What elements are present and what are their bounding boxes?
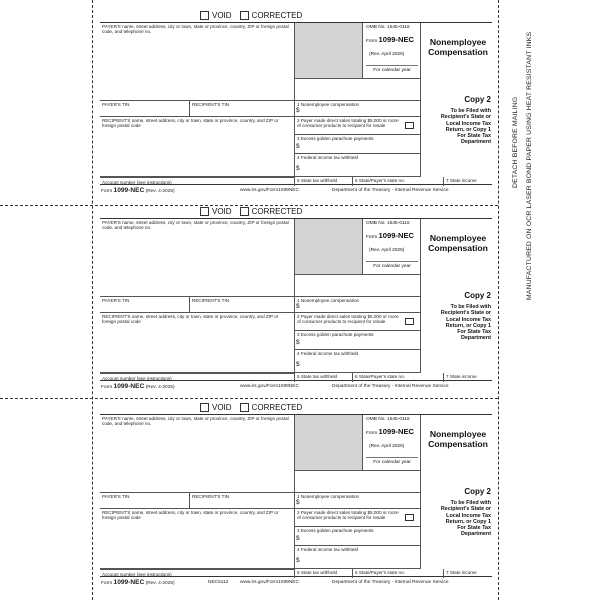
footer-url: www.irs.gov/Form1099NEC — [240, 384, 299, 389]
box7-field[interactable]: 7 State income — [446, 570, 477, 575]
payer-name-field[interactable]: PAYER'S name, street address, city or town, state or province, country, ZIP or foreign postal code, and telephone no. — [100, 415, 295, 493]
box3-field[interactable]: 3 Excess golden parachute payments $ — [295, 135, 421, 154]
payer-tin-field[interactable]: PAYER'S TIN — [100, 297, 190, 313]
box2-checkbox[interactable] — [405, 318, 414, 325]
box2-field[interactable]: 2 Payer made direct sales totaling $5,000 or more of consumer products to recipient for resale — [295, 509, 421, 527]
box2-field[interactable]: 2 Payer made direct sales totaling $5,000 or more of consumer products to recipient for resale — [295, 117, 421, 135]
box4-field[interactable]: 4 Federal income tax withheld $ — [295, 350, 421, 373]
footer-dept: Department of the Treasury - Internal Revenue Service — [332, 188, 449, 193]
void-label: VOID — [212, 11, 232, 20]
margin-text — [498, 31, 558, 340]
copy-2-notice: Copy 2 To be Filed with Recipient's State or Local Income Tax Return, or Copy 1 For State Tax Department — [440, 291, 491, 342]
payer-name-field[interactable]: PAYER'S name, street address, city or town, state or province, country, ZIP or foreign postal code, and telephone no. — [100, 219, 295, 297]
shaded-area — [295, 219, 363, 275]
box5-field[interactable]: 5 State tax withheld — [295, 177, 353, 186]
box1-field[interactable]: 1 Nonemployee compensation $ — [295, 493, 421, 509]
footer-dept: Department of the Treasury - Internal Revenue Service — [332, 384, 449, 389]
manufacture-notice: MANUFACTURED ON OCR LASER BOND PAPER USING HEAT RESISTANT INKS — [526, 31, 533, 300]
box7-field[interactable]: 7 State income — [446, 178, 477, 183]
box1-field[interactable]: 1 Nonemployee compensation $ — [295, 297, 421, 313]
corrected-label: CORRECTED — [251, 207, 303, 216]
omb-box — [363, 23, 421, 79]
form-title: Nonemployee Compensation — [428, 37, 488, 57]
void-checkbox[interactable] — [200, 403, 209, 412]
footer-form-id: Form 1099-NEC (Rev. 4-2025) — [101, 579, 175, 586]
recipient-tin-field[interactable]: RECIPIENT'S TIN — [190, 493, 295, 509]
payer-tin-field[interactable]: PAYER'S TIN — [100, 101, 190, 117]
footer-dept: Department of the Treasury - Internal Revenue Service — [332, 580, 449, 585]
form-1099-nec-copy-2 — [100, 206, 492, 398]
box5-field[interactable]: 5 State tax withheld — [295, 569, 353, 578]
corrected-checkbox[interactable] — [240, 207, 249, 216]
rev-date: (Rev. April 2025) — [369, 52, 405, 57]
form-id: Form 1099-NEC — [366, 35, 415, 44]
box1-field[interactable]: 1 Nonemployee compensation $ — [295, 101, 421, 117]
box5-field[interactable]: 5 State tax withheld — [295, 373, 353, 382]
recipient-tin-field[interactable]: RECIPIENT'S TIN — [190, 297, 295, 313]
shaded-area — [295, 23, 363, 79]
form-grid — [100, 22, 492, 185]
recipient-tin-field[interactable]: RECIPIENT'S TIN — [190, 101, 295, 117]
box3-field[interactable]: 3 Excess golden parachute payments $ — [295, 527, 421, 546]
rev-date: (Rev. April 2025) — [369, 248, 405, 253]
omb-box — [363, 415, 421, 471]
footer-product-code: NEC5112 — [208, 580, 229, 585]
account-number-field[interactable]: Account number (see instructions) — [100, 177, 295, 186]
calendar-year-field[interactable]: For calendar year — [366, 457, 418, 465]
box6-field[interactable]: 6 State/Payer's state no. — [353, 177, 444, 186]
form-id: Form 1099-NEC — [366, 427, 415, 436]
omb-number: OMB No. 1545-0116 — [366, 25, 410, 30]
footer-form-id: Form 1099-NEC (Rev. 4-2025) — [101, 187, 175, 194]
void-label: VOID — [212, 403, 232, 412]
box3-field[interactable]: 3 Excess golden parachute payments $ — [295, 331, 421, 350]
footer-form-id: Form 1099-NEC (Rev. 4-2025) — [101, 383, 175, 390]
rev-date: (Rev. April 2025) — [369, 444, 405, 449]
payer-name-field[interactable]: PAYER'S name, street address, city or town, state or province, country, ZIP or foreign postal code, and telephone no. — [100, 23, 295, 101]
void-corrected-row — [200, 11, 302, 20]
box7-field[interactable]: 7 State income — [446, 374, 477, 379]
form-grid — [100, 218, 492, 381]
account-number-field[interactable]: Account number (see instructions) — [100, 569, 295, 578]
corrected-checkbox[interactable] — [240, 11, 249, 20]
box2-checkbox[interactable] — [405, 122, 414, 129]
omb-spacer — [295, 79, 421, 101]
footer-url: www.irs.gov/Form1099NEC — [240, 580, 299, 585]
payer-tin-field[interactable]: PAYER'S TIN — [100, 493, 190, 509]
shaded-area — [295, 415, 363, 471]
calendar-year-field[interactable]: For calendar year — [366, 65, 418, 73]
recipient-address-field[interactable]: RECIPIENT'S name, street address, city or town, state or province, country, and ZIP or foreign postal code — [100, 117, 295, 177]
account-number-field[interactable]: Account number (see instructions) — [100, 373, 295, 382]
form-title: Nonemployee Compensation — [428, 233, 488, 253]
omb-spacer — [295, 471, 421, 493]
void-corrected-row — [200, 207, 302, 216]
void-corrected-row — [200, 403, 302, 412]
omb-spacer — [295, 275, 421, 297]
void-checkbox[interactable] — [200, 11, 209, 20]
void-checkbox[interactable] — [200, 207, 209, 216]
detach-notice: DETACH BEFORE MAILING — [512, 96, 519, 188]
box6-field[interactable]: 6 State/Payer's state no. — [353, 569, 444, 578]
recipient-address-field[interactable]: RECIPIENT'S name, street address, city or town, state or province, country, and ZIP or foreign postal code — [100, 313, 295, 373]
omb-number: OMB No. 1545-0116 — [366, 417, 410, 422]
box2-checkbox[interactable] — [405, 514, 414, 521]
form-1099-nec-copy-1 — [100, 10, 492, 202]
copy-2-notice: Copy 2 To be Filed with Recipient's State or Local Income Tax Return, or Copy 1 For State Tax Department — [440, 487, 491, 538]
corrected-checkbox[interactable] — [240, 403, 249, 412]
box2-field[interactable]: 2 Payer made direct sales totaling $5,000 or more of consumer products to recipient for resale — [295, 313, 421, 331]
omb-box — [363, 219, 421, 275]
recipient-address-field[interactable]: RECIPIENT'S name, street address, city or town, state or province, country, and ZIP or foreign postal code — [100, 509, 295, 569]
detach-line-2 — [0, 398, 498, 399]
calendar-year-field[interactable]: For calendar year — [366, 261, 418, 269]
form-grid — [100, 414, 492, 577]
footer-url: www.irs.gov/Form1099NEC — [240, 188, 299, 193]
form-id: Form 1099-NEC — [366, 231, 415, 240]
omb-number: OMB No. 1545-0116 — [366, 221, 410, 226]
box4-field[interactable]: 4 Federal income tax withheld $ — [295, 154, 421, 177]
copy-2-notice: Copy 2 To be Filed with Recipient's State or Local Income Tax Return, or Copy 1 For State Tax Department — [440, 95, 491, 146]
corrected-label: CORRECTED — [251, 403, 303, 412]
box6-field[interactable]: 6 State/Payer's state no. — [353, 373, 444, 382]
form-1099-nec-copy-3 — [100, 402, 492, 594]
box4-field[interactable]: 4 Federal income tax withheld $ — [295, 546, 421, 569]
void-label: VOID — [212, 207, 232, 216]
form-title: Nonemployee Compensation — [428, 429, 488, 449]
corrected-label: CORRECTED — [251, 11, 303, 20]
left-perforation-line — [92, 0, 93, 600]
